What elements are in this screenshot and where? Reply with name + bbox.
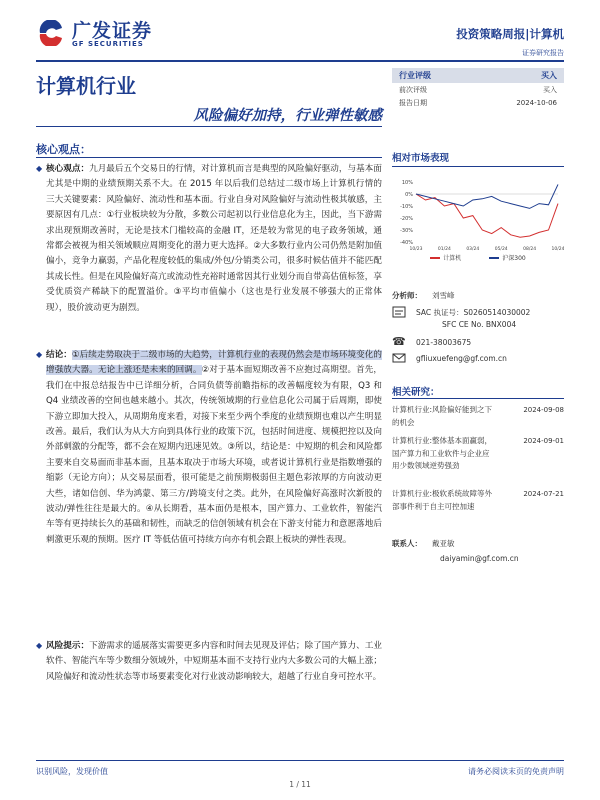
y-tick-label: -10% bbox=[400, 204, 413, 210]
report-headline: 风险偏好加持，行业弹性敏感 bbox=[193, 108, 382, 124]
core-lead: 核心观点： bbox=[46, 164, 90, 174]
logo-text-cn: 广发证券 bbox=[72, 20, 153, 42]
contact-email-row bbox=[440, 554, 519, 563]
prev-rating-label: 前次评级 bbox=[399, 85, 427, 94]
conclusion-text: ②对于基本面短期改善不应抱过高期望。首先，我们在中报总结报告中已详细分析，合同负债等前瞻指标的改善幅度较为有限，Q3 和 Q4 业绩改善的空间也越来越小。其次，传统领域期的行业信息化公司属于后周期，即使下游立即加大投入，从周期角度来看，对接下来至少两个季度的业绩预期也难以产生明显改善。最后，我们认为从大方向到具体行业的政策下沉，包括时间进度、规模把控以及向外部刺激的分配等，都不会在短期内迅速见效。③所以，结论是：中短期的机会和风险都主要来自交易面而非基本面，且基本取决于市场大环境，或者说计算机行业是指数增强的缩影（无论方向）；从交易层面看，很可能是之前预期极弱但主题色彩浓厚的方向波动更大些，诸如信创、华为鸿蒙、第三方/跨境支付之类。此外，在风险偏好高涨时次新股的波动/弹性往往是最大的。④从长期看，基本面仍是根本，国产算力、工业软件，智能汽车等有更持续长久的基础和韧性，而缺乏的信创领域有机会在下游支付能力和意愿落地后刺激更乐观的预期。医疗 IT 等低估值可持续方向亦有机会跟上板块的弹性表现。 bbox=[46, 365, 382, 545]
report-date-value: 2024-10-06 bbox=[516, 98, 557, 107]
page-number: 1 / 11 bbox=[289, 780, 311, 789]
header-rule bbox=[36, 60, 564, 62]
related-item-title: 计算机行业:极软系统故障等外 bbox=[392, 489, 493, 498]
x-tick-label: 10/23 bbox=[409, 247, 423, 252]
sac-row bbox=[392, 306, 530, 318]
report-type: 投资策略周报|计算机 bbox=[456, 27, 564, 41]
legend-item-computer bbox=[430, 253, 461, 262]
related-item-title: 用少数领域逆势强劲 bbox=[392, 461, 460, 470]
footer-slogan: 识别风险，发现价值 bbox=[36, 767, 108, 776]
bullet-icon: ◆ bbox=[36, 641, 43, 650]
y-tick-label: -20% bbox=[400, 216, 413, 222]
sfc-number: BNX004 bbox=[485, 320, 517, 329]
conclusion-paragraph bbox=[46, 348, 382, 548]
y-tick-label: -40% bbox=[400, 240, 413, 246]
x-tick-label: 05/24 bbox=[494, 247, 508, 252]
series-line bbox=[416, 184, 558, 208]
related-item-date: 2024-07-21 bbox=[523, 490, 564, 498]
phone-icon: ☎ bbox=[392, 335, 406, 348]
related-item-date: 2024-09-01 bbox=[523, 437, 564, 445]
related-item[interactable] bbox=[392, 435, 564, 473]
rating-box bbox=[392, 68, 564, 109]
core-view-title: 核心观点： bbox=[36, 143, 91, 156]
id-card-icon bbox=[392, 306, 406, 318]
footer-rule bbox=[36, 760, 564, 761]
risk-text: 下游需求的遥展落实需要更多内容和时间去见现及评估；除了国产算力、工业软件、智能汽车等少数细分领域外，中短期基本面不支持行业内大多数公司的大幅上涨；风险偏好和流动性状态等市场要素变化对行业波动影响较大，超越了行业自身可控水平。 bbox=[46, 641, 382, 682]
legend-label: 计算机 bbox=[443, 255, 462, 262]
related-item[interactable] bbox=[392, 404, 564, 429]
related-item[interactable] bbox=[392, 488, 564, 513]
gf-logo-icon bbox=[38, 20, 66, 46]
contact-name: 戴亚敏 bbox=[432, 539, 455, 548]
legend-item-hs300 bbox=[489, 253, 525, 262]
rating-head bbox=[392, 68, 564, 83]
related-rule bbox=[392, 398, 564, 399]
email-row bbox=[392, 352, 507, 364]
risk-paragraph bbox=[46, 639, 382, 685]
analyst-name: 刘雪峰 bbox=[432, 291, 455, 300]
related-item-title: 部事件利于自主可控加速 bbox=[392, 501, 475, 511]
x-tick-label: 01/24 bbox=[437, 247, 451, 252]
core-text: 九月最后五个交易日的行情，对计算机而言是典型的风险偏好驱动，与基本面尤其是中期的业绩预期关系不大。在 2015 年以后我们总结过二级市场上计算机行情的三大关键要素：风险偏好、流动性和基本面。行业自身对风险偏好与流动性极其敏感，主要原因有几点：①行业板块较为分散，多数公司起初以行业信息化为主，因此，当下游需求出现预期改善时，无论是技术门槛较高的金融 IT，还是较为常见的电子政务领域，通常都会被视为相关领域顺应周期变化的潜力更大选择。②大多数行业内公司仍然是附加值偏小，竞争力赢弱，产品化程度较低的集成/外包/分销类公司，很多时候估值并不能匹配其成长性。但是在风险偏好高亢或流动性充裕时通常因其行业划分而自带高估值标签，享受优质资产稀缺下的配置溢价。③平均市值偏小（这也是行业发展不够强大的正常体现），股价波动更为剧烈。 bbox=[46, 164, 382, 313]
bullet-icon: ◆ bbox=[36, 350, 43, 359]
y-tick-label: 10% bbox=[401, 180, 413, 186]
title-rule bbox=[36, 126, 382, 127]
sac-number: S0260514030002 bbox=[463, 307, 531, 317]
related-item-title: 的机会 bbox=[392, 417, 415, 427]
x-tick-label: 03/24 bbox=[466, 247, 480, 252]
contact-email[interactable]: daiyamin@gf.com.cn bbox=[440, 554, 519, 563]
sfc-label: SFC CE No. bbox=[442, 320, 484, 329]
prev-rating-row bbox=[392, 83, 564, 96]
y-tick-label: 0% bbox=[405, 192, 413, 198]
core-paragraph bbox=[46, 162, 382, 316]
sac-label: SAC 执证号： bbox=[416, 307, 464, 317]
rating-label: 行业评级 bbox=[399, 71, 431, 80]
footer-disclaimer: 请务必阅读末页的免责声明 bbox=[468, 767, 564, 776]
perf-rule bbox=[392, 166, 564, 167]
chart-legend bbox=[392, 253, 564, 262]
analyst-email[interactable]: gfliuxuefeng@gf.com.cn bbox=[416, 353, 507, 363]
doc-type: 证券研究报告 bbox=[522, 49, 564, 57]
related-item-date: 2024-09-08 bbox=[523, 406, 564, 414]
rating-value: 买入 bbox=[541, 71, 557, 80]
analyst-label: 分析师： bbox=[392, 291, 422, 300]
contact-label: 联系人： bbox=[392, 539, 422, 548]
sfc-row bbox=[442, 320, 516, 329]
industry-title: 计算机行业 bbox=[36, 74, 136, 98]
phone-row bbox=[392, 336, 471, 348]
report-date-row bbox=[392, 96, 564, 109]
email-icon bbox=[392, 352, 406, 364]
related-item-title: 国产算力和工业软件与企业应 bbox=[392, 448, 490, 458]
prev-rating-value: 买入 bbox=[543, 85, 557, 94]
report-date-label: 报告日期 bbox=[399, 98, 427, 107]
legend-label: 沪深300 bbox=[502, 255, 526, 262]
perf-title: 相对市场表现 bbox=[392, 153, 450, 164]
y-tick-label: -30% bbox=[400, 228, 413, 234]
related-item-title: 计算机行业:整体基本面赢弱， bbox=[392, 436, 493, 445]
contact-row bbox=[392, 538, 455, 549]
series-line bbox=[416, 194, 558, 237]
logo-text-en: GF SECURITIES bbox=[72, 40, 144, 48]
analyst-phone: 021-38003675 bbox=[416, 337, 472, 347]
bullet-icon: ◆ bbox=[36, 164, 43, 173]
related-title: 相关研究： bbox=[392, 387, 440, 398]
x-tick-label: 10/24 bbox=[551, 247, 564, 252]
risk-lead: 风险提示： bbox=[46, 641, 90, 651]
core-rule bbox=[36, 157, 382, 158]
related-item-title: 计算机行业:风险偏好能到之下 bbox=[392, 405, 493, 414]
conclusion-lead: 结论： bbox=[46, 350, 72, 360]
x-tick-label: 08/24 bbox=[523, 247, 537, 252]
analyst-row bbox=[392, 290, 455, 301]
conclusion-highlight: ①后续走势取决于二级市场的大趋势，计算机行业的表现仍然会是市场环境变化的增强放大器。无论上涨还是未来的回调。 bbox=[46, 350, 382, 376]
